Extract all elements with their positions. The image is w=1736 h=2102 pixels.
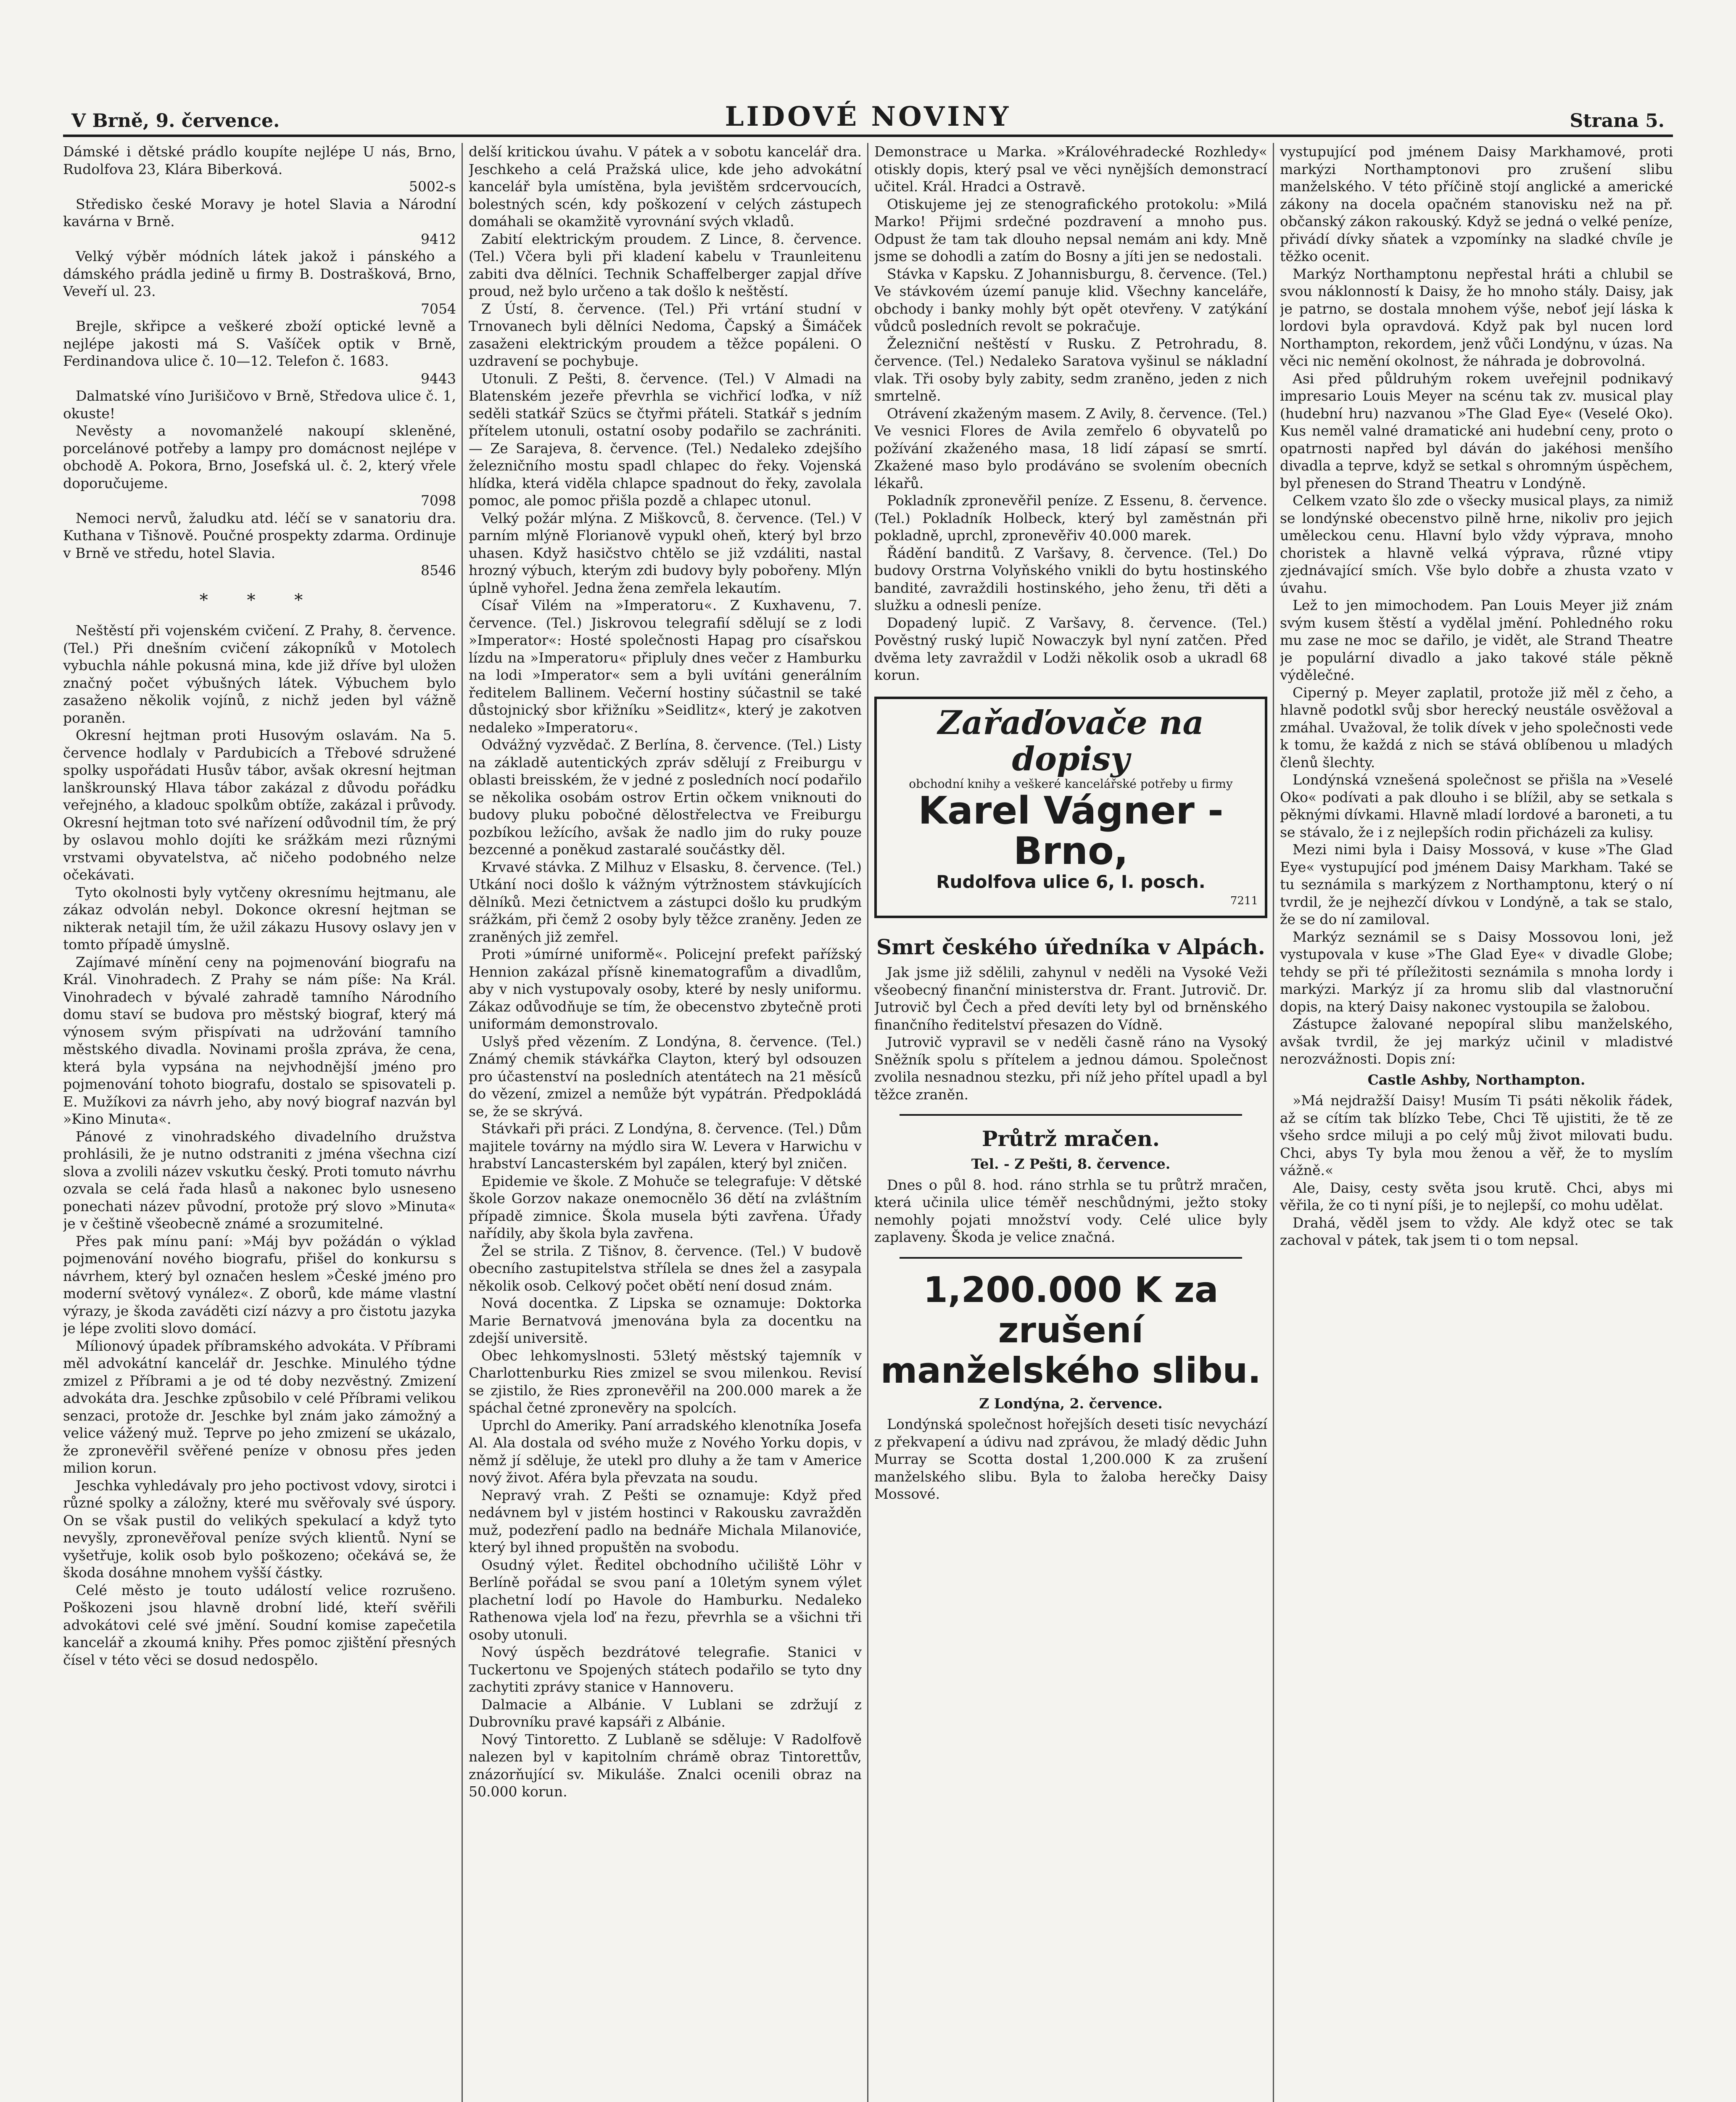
classified-ad: Dalmatské víno Jurišičovo v Brně, Středova ulice č. 1, okuste! [63, 388, 456, 422]
news-paragraph: Asi před půldruhým rokem uveřejnil podnikavý impresario Louis Meyer na scénu tak zv. musical play (hudební hru) nazvanou »The Glad Eye« (Veselé Oko). Kus neměl valné dramatické ani hudební ceny, proto o opatrnosti napřed byl dáván do jakéhosi menšího divadla a teprve, když se setkal s ohromným úspěchem, byl přenesen do Strand Theatru v Londýně. [1280, 370, 1673, 491]
classified-ad: Středisko české Moravy je hotel Slavia a Národní kavárna v Brně. [63, 195, 456, 230]
news-paragraph: Uprchl do Ameriky. Paní arradského klenotníka Josefa Al. Ala dostala od svého muže z Nového Yorku dopis, v němž jí sděluje, že utekl pro dluhy a že tam v Americe nový život. Aféra byla převzata na soudu. [469, 1417, 862, 1486]
newspaper-title: LIDOVÉ NOVINY [725, 101, 1011, 132]
news-paragraph: Císař Vilém na »Imperatoru«. Z Kuxhavenu, 7. července. (Tel.) Jiskrovou telegrafií sdělují se z lodi »Imperator«: Hosté společnosti Hapag pro císařskou lízdu na »Imperatoru« připluly dnes večer z Hamburku na lodi »Imperator« sem a byli uvítáni generálním ředitelem Ballinem. Večerní hostiny súčastnil se také důstojnický sbor křižníku »Seidlitz«, který je zakotven nedaleko »Imperatoru«. [469, 597, 862, 736]
news-paragraph: Zajímavé mínění ceny na pojmenování biografu na Král. Vinohradech. Z Prahy se nám píše: Na Král. Vinohradech v bývalé zahradě tamního Národního domu staví se budova pro městský biograf, který má výnosem svým přispívati na udržování tamního městského divadla. Novinami prošla zpráva, že cena, která byla vypsána na nejvhodnější jméno pro pojmenování tohoto biografu, dostalo se spisovateli p. E. Mužíkovi za návrh jeho, aby nový biograf nazván byl »Kino Minuta«. [63, 953, 456, 1127]
news-paragraph: Krvavé stávka. Z Milhuz v Elsasku, 8. července. (Tel.) Utkání noci došlo k vážným výtržnostem stávkujících dělníků. Mezi četnictvem a zástupci došlo ku prudkým srážkám, při čemž 2 osoby byly těžce zraněny. Jeden ze zraněných již zemřel. [469, 858, 862, 945]
news-paragraph: Londýnská vznešená společnost se přišla na »Veselé Oko« podívati a pak dlouho i se blížil, aby se setkala s pěknými dívkami. Hlavně mladí lordové a baroneti, a tu se stávalo, že i z nejlepších rodin přicházeli za kulisy. [1280, 771, 1673, 840]
news-paragraph: Osudný výlet. Ředitel obchodního učiliště Löhr v Berlíně pořádal se svou paní a 10letým synem výlet plachetní lodí po Havole do Hamburku. Nedaleko Rathenowa vjela loď na řezu, převrhla se a všichni tři osoby utonuli. [469, 1556, 862, 1643]
news-paragraph: Zástupce žalované nepopíral slibu manželského, avšak tvrdil, že jej markýz učinil v mladistvé nerozvážnosti. Dopis zní: [1280, 1016, 1673, 1067]
news-paragraph: Pánové z vinohradského divadelního družstva prohlásili, že je nutno odstraniti z jména všechna cizí slova a zvolili název vskutku český. Proti tomuto návrhu ozvala se celá řada hlasů a nakonec bylo usneseno ponechati název původní, protože prý slovo »Minuta« je v češtině všeobecně známé a srozumitelné. [63, 1128, 456, 1232]
news-paragraph: Žel se strila. Z Tišnov, 8. července. (Tel.) V budově obecního zastupitelstva střílela se dnes žel a zasypala několik osob. Celkový počet obětí není dosud znám. [469, 1242, 862, 1294]
news-paragraph: Nový úspěch bezdrátové telegrafie. Stanici v Tuckertonu ve Spojených státech podařilo se tyto dny zachytiti zprávy stanice v Hannoveru. [469, 1644, 862, 1695]
news-paragraph: Zabití elektrickým proudem. Z Lince, 8. července. (Tel.) Včera byli při kladení kabelu v Traunleitenu zabiti dva dělníci. Technik Schaffelberger zapjal dříve proud, než bylo určeno a tak došlo k neštěstí. [469, 230, 862, 299]
news-paragraph: Utonuli. Z Pešti, 8. července. (Tel.) V Almadi na Blatenském jezeře převrhla se vichřicí loďka, v níž seděli statkář Szücs se čtyřmi přáteli. Statkář s jedním přítelem utonuli, ostatní osoby podařilo se zachrániti. — Ze Sarajeva, 8. července. (Tel.) Nedaleko zdejšího železničního mostu spadl chlapec do řeky. Vojenská hlídka, která viděla chlapce spadnout do řeky, zavolala pomoc, ale pomoc přišla pozdě a chlapec utonul. [469, 370, 862, 509]
news-paragraph: Mílionový úpadek příbramského advokáta. V Příbrami měl advokátní kancelář dr. Jeschke. Minulého týdne zmizel z Příbrami a je od té doby nezvěstný. Zmizení advokáta dra. Jeschke způsobilo v celé Příbrami velikou senzaci, protože dr. Jeschke byl znám jako zámožný a velice vážený muž. Teprve po jeho zmizení se ukázalo, že zpronevěřil svěřené peníze v obnosu přes jeden milion korun. [63, 1337, 456, 1476]
column-1 [63, 143, 456, 2102]
news-paragraph: Jak jsme již sdělili, zahynul v neděli na Vysoké Veži všeobecný finanční ministerstva dr. Frant. Jutrovič. Dr. Jutrovič byl Čech a před devíti lety byl od brněnského finančního ředitelství přesazen do Vídně. [874, 964, 1267, 1033]
news-paragraph: Ale, Daisy, cesty světa jsou krutě. Chci, abys mi věřila, že co ti nyní píši, je to nejlepší, co mohu udělat. [1280, 1179, 1673, 1213]
news-paragraph: Mezi nimi byla i Daisy Mossová, v kuse »The Glad Eye« vystupující pod jménem Daisy Markham. Také se tu seznámila s markýzem z Northamptonu, který o ní tvrdil, že je nejhezčí dívkou v Londýně, a tak se stalo, že se do ní zamiloval. [1280, 841, 1673, 927]
news-paragraph: Velký požár mlýna. Z Miškovců, 8. července. (Tel.) V parním mlýně Florianově vypukl oheň, který byl brzo uhasen. Když hasičstvo chtělo se již vzdáliti, nastal hrozný výbuch, kterým zdi budovy byly pobořeny. Mlýn úplně vyhořel. Jedna žena zemřela lekautím. [469, 510, 862, 596]
ad-code: 8546 [421, 562, 456, 578]
section-separator: * * * [199, 590, 320, 610]
ad-code: 7054 [421, 300, 456, 317]
news-paragraph: Obec lehkomyslnosti. 53letý městský tajemník v Charlottenburku Ries zmizel se svou milenkou. Revisí se zjistilo, že Ries zpronevěřil na 200.000 marek a že spáchal četné zpronevěry na spolcích. [469, 1347, 862, 1416]
news-paragraph: Neštěstí při vojenském cvičení. Z Prahy, 8. července. (Tel.) Při dnešním cvičení zákopníků v Motolech vybuchla náhle pokusná mina, kde již dříve byl uložen značný počet výbušných látek. Výbuchem bylo zasaženo několik vojínů, z nichž jeden byl vážně poraněn. [63, 622, 456, 726]
ad-headline: Zařaďovače na dopisy [937, 703, 1204, 778]
news-paragraph: Proti »úmírné uniformě«. Policejní prefekt pařížský Hennion zakázal přísně kinematografům a divadlům, aby v nich vystupovaly osoby, které by nesly uniformu. Zákaz odůvodňuje se tím, že obecenstvo zbytečně proti uniformám demonstrovalo. [469, 946, 862, 1032]
classified-ad: Dámské i dětské prádlo koupíte nejlépe U nás, Brno, Rudolfova 23, Klára Biberková. [63, 143, 456, 177]
news-paragraph: Stávkaři při práci. Z Londýna, 8. července. (Tel.) Dům majitele továrny na mýdlo sira W. Levera v Harwichu v hrabství Lancasterském byl zapálen, který byl zničen. [469, 1120, 862, 1172]
news-paragraph: Markýz Northamptonu nepřestal hráti a chlubil se svou náklonností k Daisy, že ho mnoho stály. Daisy, jak je patrno, se dostala mnohem výše, neboť její láska k lordovi byla opravdová. Když pak byl nucen lord Northampton, rekordem, jenž vůči Londýnu, v úzas. Na věci nic nemění okolnost, že náhrada je dobrovolná. [1280, 265, 1673, 369]
page-number: Strana 5. [1570, 110, 1665, 132]
news-paragraph: Londýnská společnost hořejších deseti tisíc nevychází z překvapení a údivu nad zprávou, že mladý dědic Juhn Murray se Scotta dostal 1,200.000 K za zrušení manželského slibu. Byla to žaloba herečky Daisy Mossové. [874, 1416, 1267, 1502]
news-paragraph: Dalmacie a Albánie. V Lublani se zdržují z Dubrovníku pravé kapsáři z Albánie. [469, 1696, 862, 1730]
news-paragraph: Jutrovič vypravil se v neděli časně ráno na Vysoký Sněžník spolu s přítelem a jednou dámou. Společnost zvolila nesnadnou stezku, při níž jeho přítel upadl a byl těžce zraněn. [874, 1034, 1267, 1103]
news-paragraph: Otrávení zkaženým masem. Z Avily, 8. července. (Tel.) Ve vesnici Flores de Avila zemřelo 6 obyvatelů po požívání zkaženého masa, 18 lidí zápasí se smrtí. Zkažené maso bylo prodáváno se svolením obecních lékařů. [874, 405, 1267, 491]
classified-ad: Velký výběr módních látek jakož i pánského a dámského prádla jedině u firmy B. Dostrašková, Brno, Veveří ul. 23. [63, 248, 456, 299]
article-headline: Smrt českého úředníka v Alpách. [876, 935, 1265, 959]
column-4 [1280, 143, 1673, 2102]
article-headline: Průtrž mračen. [981, 1126, 1160, 1151]
news-paragraph: delší kritickou úvahu. V pátek a v sobotu kancelář dra. Jeschkeho a celá Pražská ulice, kde jeho advokátní kancelář byla umístěna, byla jevištěm srdcervoucích, bolestných scén, kdy poškození v celých zástupech domáhali se okamžitě vyrovnání svých vkladů. [469, 143, 862, 230]
news-paragraph: Odvážný vyzvědač. Z Berlína, 8. července. (Tel.) Listy na základě autentických zpráv sdělují z Freiburgu v oblasti breisském, že v jedné z posledních nocí podařilo se několika osobám ostrov Ertin očkem vniknouti do budovy pluku pobočné dělostřelectva ve Freiburgu pozbíkou ležícího, avšak že nadlo jim do ruky pouze bezcenné a poněkud zastaralé součástky děl. [469, 737, 862, 858]
ad-code: 7211 [1230, 894, 1258, 907]
ad-code: 5002-s [409, 178, 456, 195]
news-paragraph: Drahá, věděl jsem to vždy. Ale když otec se tak zachoval v pátek, tak jsem ti o tom nepsal. [1280, 1214, 1673, 1248]
news-paragraph: Celkem vzato šlo zde o všecky musical plays, za nimiž se londýnské obecenstvo pilně hrne, nikoliv pro jejich uměleckou cenu. Hlavní bylo vždy výprava, mnoho choristek a hlavně velká výprava, různé vtipy zjednávající smích. Vše bylo dobře a zhusta vzato v úvahu. [1280, 492, 1673, 596]
news-paragraph: Nová docentka. Z Lipska se oznamuje: Doktorka Marie Bernatvová jmenována byla za docentku na zdejší universitě. [469, 1295, 862, 1346]
article-headline: 1,200.000 K za zrušení manželského slibu. [880, 1269, 1261, 1391]
classified-ad: Nemoci nervů, žaludku atd. léčí se v sanatoriu dra. Kuthana v Tišnově. Poučné prospekty zdarma. Ordinuje v Brně ve středu, hotel Slavia. [63, 510, 456, 561]
letter-heading: Castle Ashby, Northampton. [1367, 1071, 1586, 1088]
ad-code: 9443 [421, 370, 456, 387]
column-2 [469, 143, 862, 2102]
news-paragraph: Celé město je touto událostí velice rozrušeno. Poškozeni jsou hlavně drobní lidé, kteří svěřili advokátovi celé své jmění. Soudní komise zapečetila kancelář a zkoumá knihy. Přes pomoc zjištění přesných čísel v této věci se dosud nedospělo. [63, 1582, 456, 1668]
news-paragraph: vystupující pod jménem Daisy Markhamové, proti markýzi Northamptonovi pro zrušení slibu manželského. V této příčině stojí anglické a americké zákony na docela opačném stanovisku než na př. občanský zákon rakouský. Když se jedná o velké peníze, přivádí dívky sňatek a vzpomínky na sladké chvíle je těžko ocenit. [1280, 143, 1673, 264]
ad-code: 7098 [421, 492, 456, 509]
article-dateline: Tel. - Z Pešti, 8. července. [971, 1156, 1171, 1172]
news-paragraph: Uslyš před vězením. Z Londýna, 8. července. (Tel.) Známý chemik stávkářka Clayton, který byl odsouzen pro účastenství na posledních atentátech na 21 měsíců do vězení, zmizel a nemůže být vypátrán. Předpokládá se, že se skrývá. [469, 1033, 862, 1120]
ad-company-name: Karel Vágner - Brno, [918, 788, 1224, 873]
ad-address: Rudolfova ulice 6, I. posch. [936, 871, 1206, 892]
news-paragraph: Tyto okolnosti byly vytčeny okresnímu hejtmanu, ale zákaz odvolán nebyl. Dokonce okresní hejtman se nikterak netajil tím, že užil zákazu Husovy oslavy jen v tomto případě úmyslně. [63, 884, 456, 953]
news-paragraph: Jeschka vyhledávaly pro jeho poctivost vdovy, sirotci i různé spolky a záložny, které mu svěřovaly své úspory. On se však pustil do velikých spekulací a když tyto nevyšly, zpronevěřoval peníze svých klientů. Nyní se vyšetřuje, kolik osob bylo poškozeno; očekává se, že škoda dosáhne mnohem vyšší částky. [63, 1477, 456, 1581]
news-paragraph: Nový Tintoretto. Z Lublaně se sděluje: V Radolfově nalezen byl v kapitolním chrámě obraz Tintorettův, znázorňující sv. Mikuláše. Znalci ocenili obraz na 50.000 korun. [469, 1731, 862, 1800]
classified-ad: Brejle, skřipce a veškeré zboží optické levně a nejlépe jakosti má S. Vašíček optik v Brně, Ferdinandova ulice č. 10—12. Telefon č. 1683. [63, 318, 456, 369]
news-paragraph: Nepravý vrah. Z Pešti se oznamuje: Když před nedávnem byl v jistém hostinci v Rakousku zavražděn muž, podezření padlo na bednáře Michala Milanoviće, který byl ihned propuštěn na svobodu. [469, 1487, 862, 1555]
section-rule [900, 1257, 1242, 1259]
news-paragraph: »Má nejdražší Daisy! Musím Ti psáti několik řádek, až se cítím tak blízko Tebe, Chci Tě ujistiti, že tě ze všeho srdce miluji a po celý můj život milovati budu. Chci, abys Ty byla mou ženou a věř, že to myslím vážně.« [1280, 1092, 1673, 1178]
section-rule [900, 1114, 1242, 1116]
news-paragraph: Železniční neštěstí v Rusku. Z Petrohradu, 8. července. (Tel.) Nedaleko Saratova vyšinul se nákladní vlak. Tři osoby byly zabity, sedm zraněno, jeden z nich smrtelně. [874, 335, 1267, 404]
news-paragraph: Epidemie ve škole. Z Mohuče se telegrafuje: V dětské škole Gorzov nakaze onemocnělo 36 dětí na zvláštním případě zimnice. Škola musela býti zavřena. Úřady nařídily, aby škola byla zavřena. [469, 1172, 862, 1241]
news-paragraph: Otiskujeme jej ze stenografického protokolu: »Milá Marko! Přijmi srdečné pozdravení a mnoho pus. Odpust že tam tak dlouho nepsal nemám ani kdy. Mně jsme se dohodli a zatím do Bosny a jíti jen se nedostali. [874, 195, 1267, 264]
news-paragraph: Stávka v Kapsku. Z Johannisburgu, 8. července. (Tel.) Ve stávkovém území panuje klid. Všechny kanceláře, obchody i banky mohly být opět otevřeny. V zatýkání vůdců posledních revolt se pokračuje. [874, 265, 1267, 334]
news-paragraph: Markýz seznámil se s Daisy Mossovou loni, jež vystupovala v kuse »The Glad Eye« v divadle Globe; tehdy se při té příležitosti seznámila s mnoha lordy i markýzi. Markýz jí za hromu slib dal vlastnoruční dopis, na který Daisy nakonec vystoupila se žalobou. [1280, 928, 1673, 1015]
news-paragraph: Demonstrace u Marka. »Královéhradecké Rozhledy« otiskly dopis, který psal ve věci nynějších demonstrací učitel. Král. Hradci a Ostravě. [874, 143, 1267, 195]
article-dateline: Z Londýna, 2. července. [979, 1395, 1163, 1412]
news-paragraph: Lež to jen mimochodem. Pan Louis Meyer již znám svým kusem štěstí a vydělal jmění. Pohledného roku mu zase ne moc se dařilo, je vidět, ale Strand Theatre je populární divadlo a jako takové stále pěkně výdělečné. [1280, 597, 1673, 683]
news-paragraph: Z Ústí, 8. července. (Tel.) Při vrtání studní v Trnovanech byli dělníci Nedoma, Čapský a Šimáček zasaženi elektrickým proudem a těžce popáleni. O uzdravení se pochybuje. [469, 300, 862, 369]
ad-subtitle: obchodní knihy a veškeré kancelářské potřeby u firmy [909, 776, 1233, 791]
column-divider [1273, 143, 1274, 2102]
advertisement-box [874, 697, 1267, 919]
news-paragraph: Ciperný p. Meyer zaplatil, protože již měl z čeho, a hlavně podotkl svůj sbor herecký neustále osvěžoval a zmáhal. Uvažoval, že tolik dívek v jeho společnosti vede k tomu, že každá z nich se stává oblíbenou u mladých členů šlechty. [1280, 684, 1673, 771]
issue-date: V Brně, 9. července. [71, 110, 280, 132]
ad-code: 9412 [421, 230, 456, 247]
news-paragraph: Dnes o půl 8. hod. ráno strhla se tu průtrž mračen, která učinila ulice téměř neschůdnými, ježto stoky nemohly pojati množství vody. Celé ulice byly zaplaveny. Škoda je velice značná. [874, 1176, 1267, 1245]
news-paragraph: Dopadený lupič. Z Varšavy, 8. července. (Tel.) Pověstný ruský lupič Nowaczyk byl nyní zatčen. Před dvěma lety zavraždil v Lodži několik osob a ukradl 68 korun. [874, 614, 1267, 683]
masthead [63, 101, 1673, 137]
news-paragraph: Okresní hejtman proti Husovým oslavám. Na 5. července hodlaly v Pardubicích a Třebové sdružené spolky uspořádati Husův tábor, avšak okresní hejtman lanškrounský Hlava tábor zakázal z důvodu pořádku veřejného, a kladouc spolkům obtíže, zakázal i průvody. Okresní hejtman toto své nařízení odůvodnil tím, že prý by oslavou mohlo dojíti ke srážkám mezi různými vrstvami obyvatelstva, ač ničeho podobného nelze očekávati. [63, 727, 456, 883]
news-paragraph: Přes pak mínu paní: »Máj byv požádán o výklad pojmenování nového biografu, přišel do konkursu s návrhem, který byl označen heslem »České jméno pro moderní světový vynález«. Z oborů, kde máme vlastní výrazy, je škoda zaváděti cizí názvy a pro čistotu jazyka je lépe zvoliti slovo domácí. [63, 1233, 456, 1336]
column-3 [874, 143, 1267, 2102]
classified-ad: Nevěsty a novomanželé nakoupí skleněné, porcelánové potřeby a lampy pro domácnost nejlépe v obchodě A. Pokora, Brno, Josefská ul. č. 2, který vřele doporučujeme. [63, 423, 456, 491]
column-divider [867, 143, 868, 2102]
column-divider [462, 143, 463, 2102]
news-paragraph: Řádění banditů. Z Varšavy, 8. července. (Tel.) Do budovy Orstrna Volyňského vnikli do bytu hostinského bandité, zavraždili hostinského, jeho ženu, tři děti a služku a odnesli peníze. [874, 544, 1267, 613]
news-paragraph: Pokladník zpronevěřil peníze. Z Essenu, 8. července. (Tel.) Pokladník Holbeck, který byl zaměstnán při pokladně, uprchl, zpronevěřiv 40.000 marek. [874, 492, 1267, 544]
